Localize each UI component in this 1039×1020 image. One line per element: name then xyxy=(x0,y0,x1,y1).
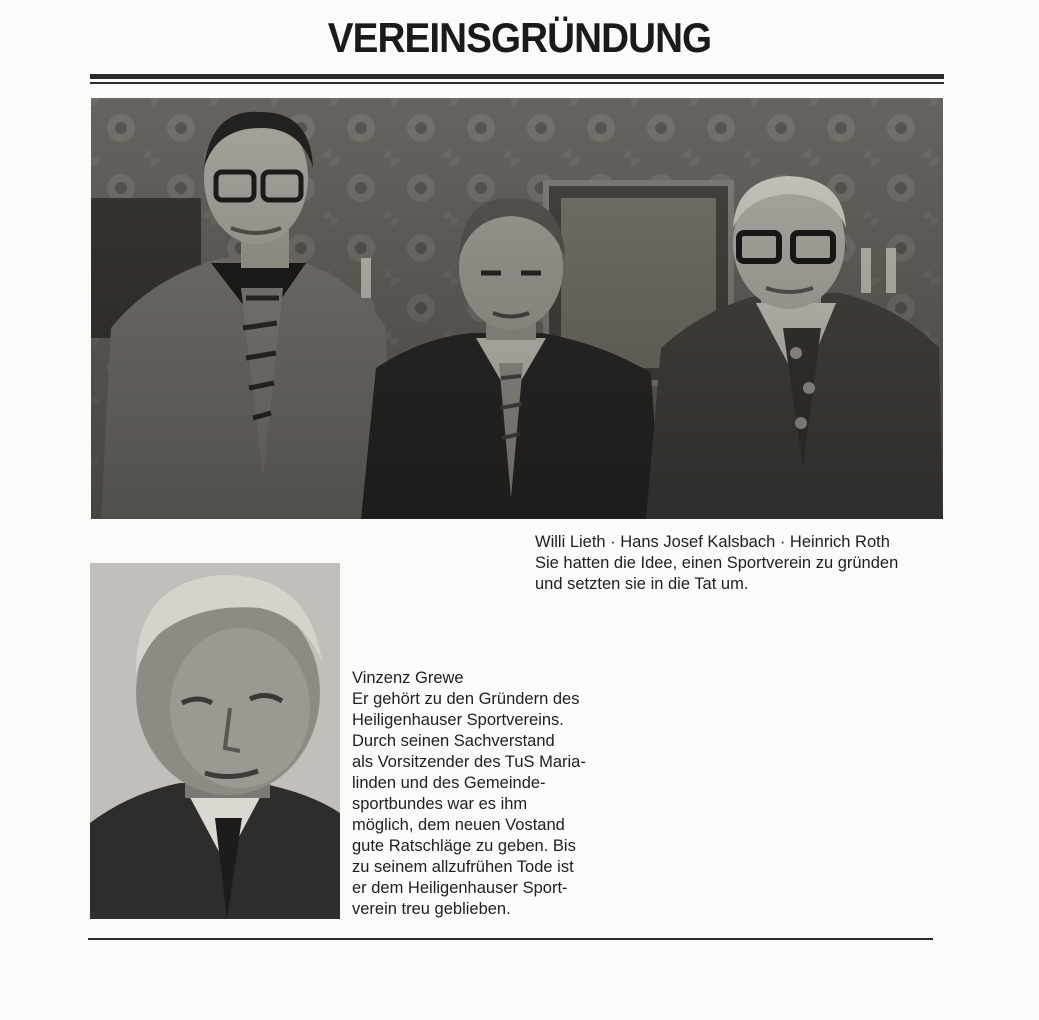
portrait-caption xyxy=(352,668,586,920)
caption-text-line: linden und des Gemeinde- xyxy=(352,774,546,792)
caption-text-line: Er gehört zu den Gründern des xyxy=(352,690,580,708)
caption-text-line: verein treu geblieben. xyxy=(352,900,511,918)
caption-text-line: er dem Heiligenhauser Sport- xyxy=(352,879,568,897)
caption-text-line: als Vorsitzender des TuS Maria- xyxy=(352,753,586,771)
page-title: VEREINSGRÜNDUNG xyxy=(327,14,712,61)
caption-text-line: zu seinem allzufrühen Tode ist xyxy=(352,858,574,876)
caption-text-line: und setzten sie in die Tat um. xyxy=(535,575,749,593)
portrait-name: Vinzenz Grewe xyxy=(352,669,464,687)
caption-text-line: Sie hatten die Idee, einen Sportverein zu gründen xyxy=(535,554,899,572)
header-rule-thin xyxy=(90,82,944,84)
group-photo-caption xyxy=(535,532,898,595)
caption-text-line: Heiligenhauser Sportvereins. xyxy=(352,711,564,729)
header-rule-thick xyxy=(90,74,944,79)
caption-text-line: sportbundes war es ihm xyxy=(352,795,528,813)
group-photo xyxy=(91,98,943,519)
caption-text-line: möglich, dem neuen Vostand xyxy=(352,816,565,834)
caption-names: Willi Lieth · Hans Josef Kalsbach · Heinrich Roth xyxy=(535,533,890,551)
portrait-photo xyxy=(90,563,340,919)
footer-rule xyxy=(88,938,933,940)
caption-text-line: Durch seinen Sachverstand xyxy=(352,732,555,750)
caption-text-line: gute Ratschläge zu geben. Bis xyxy=(352,837,576,855)
